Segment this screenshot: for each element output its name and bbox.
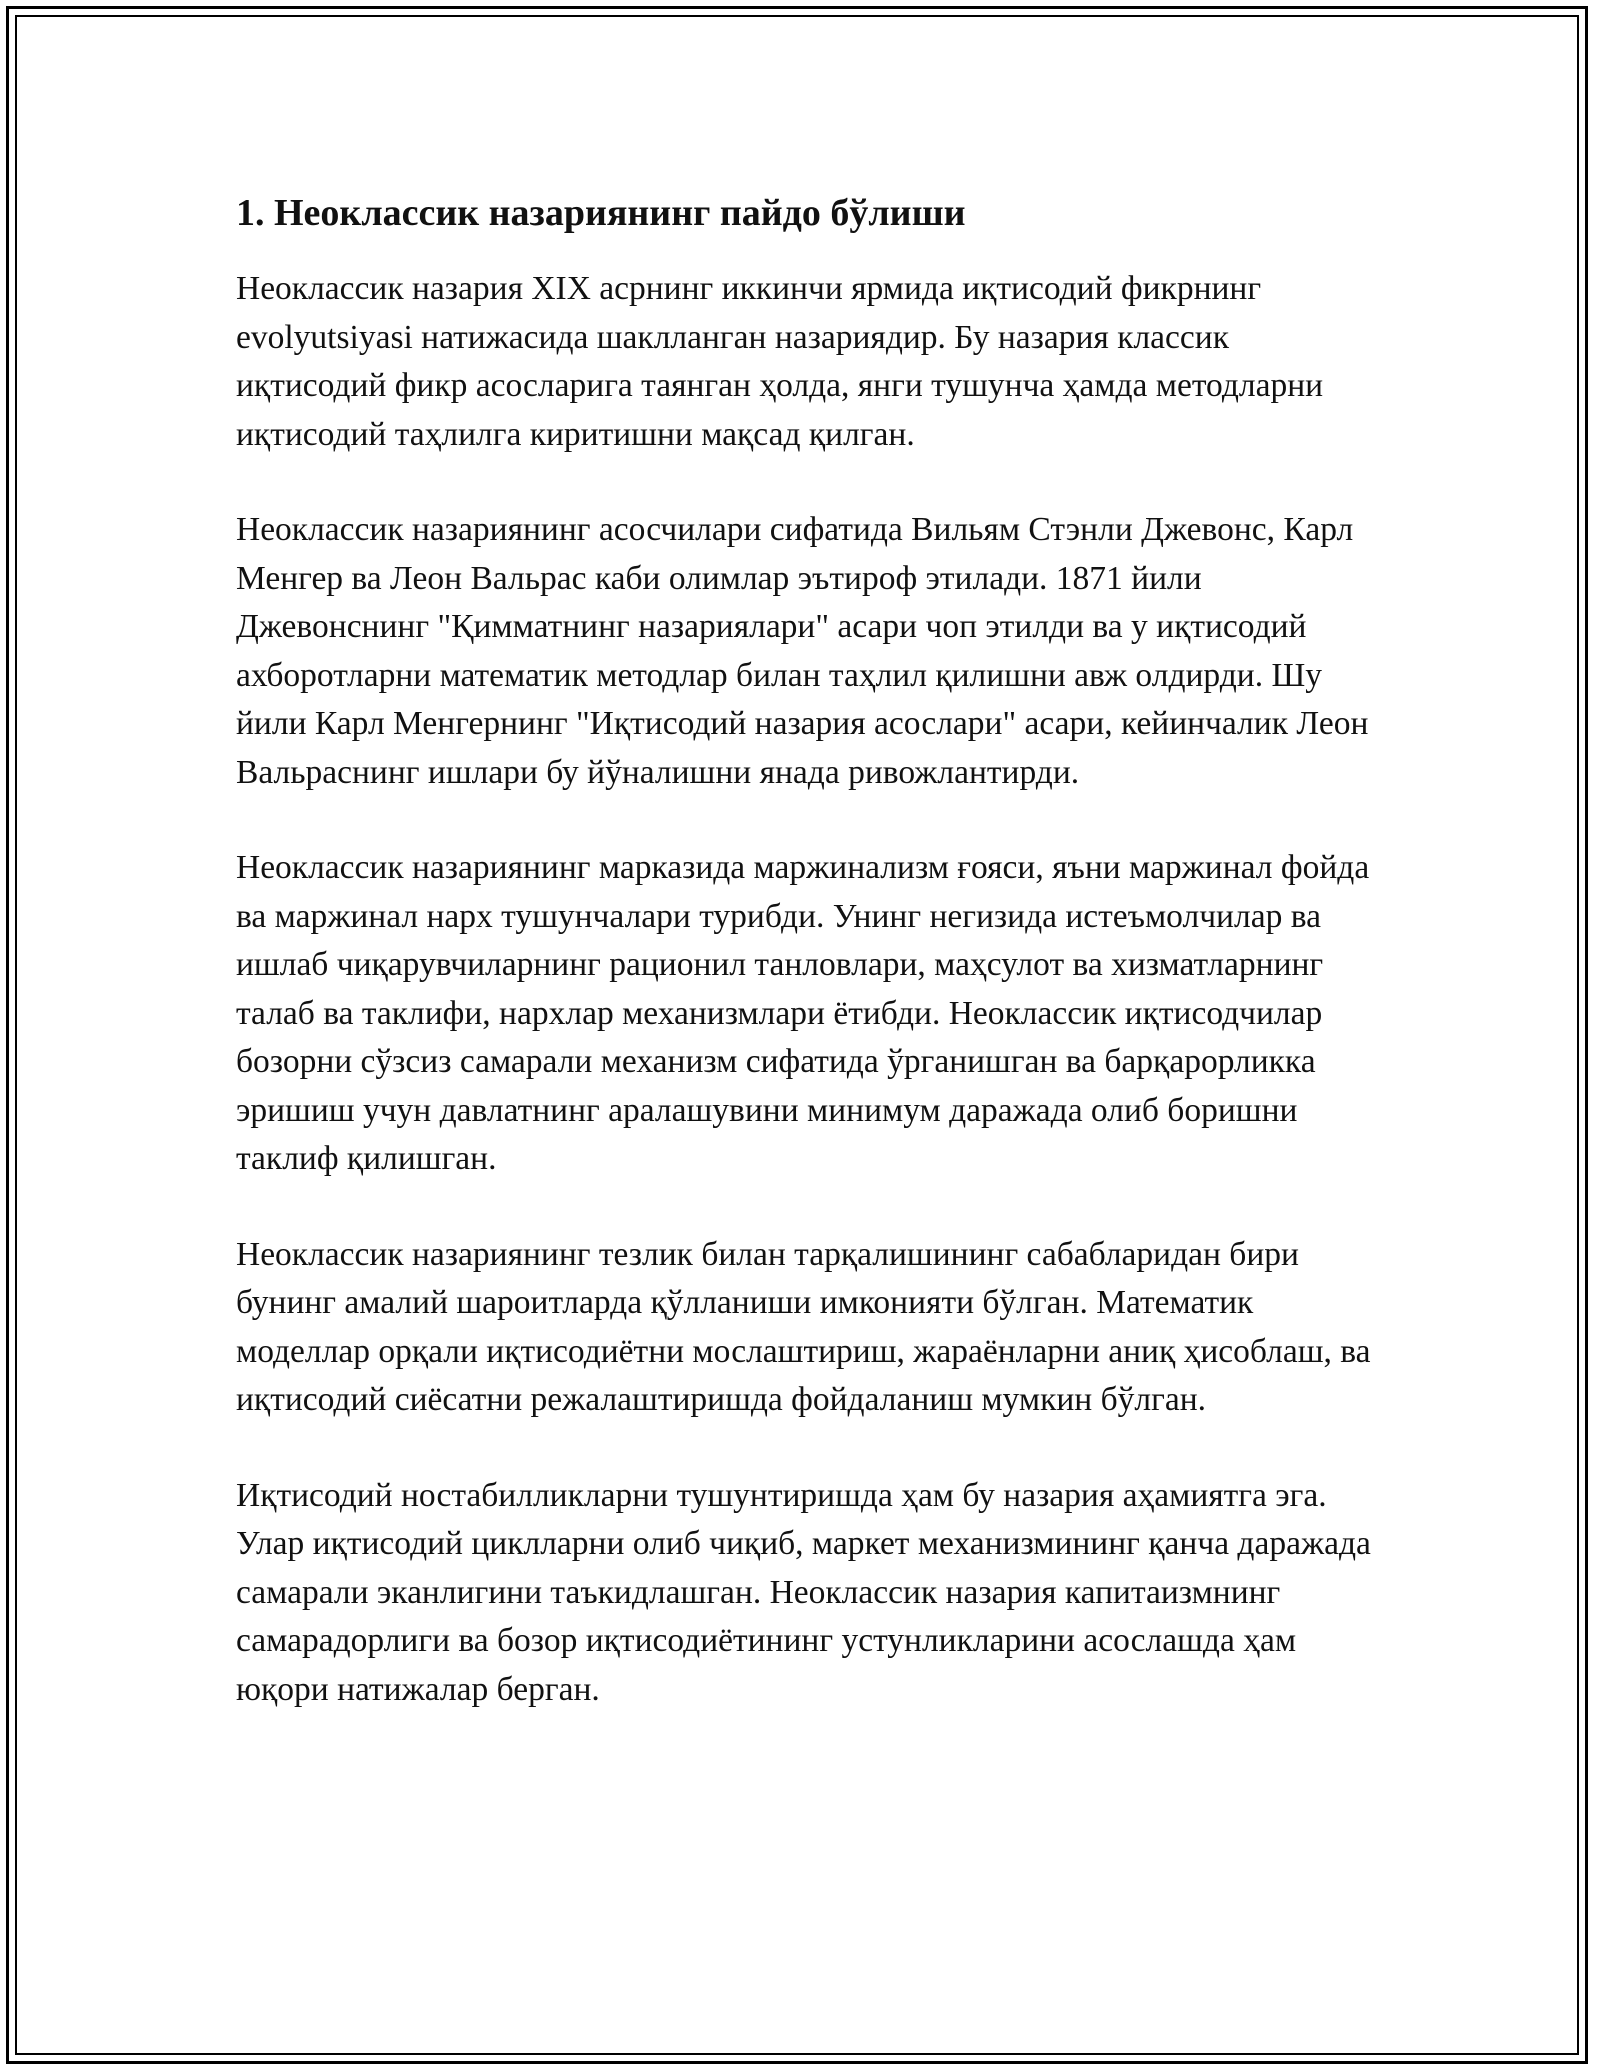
section-heading: 1. Неоклассик назариянинг пайдо бўлиши (236, 192, 966, 234)
paragraph-2: Неоклассик назариянинг асосчилари сифатида Вильям Стэнли Джевонс, Карл Менгер ва Леон Вальрас каби олимлар эътироф этилади. 1871 йили Джевонснинг "Қимматнинг назариялари" асари чоп этилди ва у иқтисодий ахборотларни математик методлар билан таҳлил қилишни авж олдирди. Шу йили Карл Менгернинг "Иқтисодий назария асослари" асари, кейинчалик Леон Вальраснинг ишлари бу йўналишни янада ривожлантирди. (236, 511, 1369, 791)
paragraph-1: Неоклассик назария XIX асрнинг иккинчи ярмида иқтисодий фикрнинг evolyutsiyasi натижасида шаклланган назариядир. Бу назария классик иқтисодий фикр асосларига таянган ҳолда, янги тушунча ҳамда методларни иқтисодий таҳлилга киритишни мақсад қилган. (236, 270, 1324, 453)
paragraph-3: Неоклассик назариянинг марказида маржинализм ғояси, яъни маржинал фойда ва маржинал нарх тушунчалари турибди. Унинг негизида истеъмолчилар ва ишлаб чиқарувчиларнинг рационил танловлари, маҳсулот ва хизматларнинг талаб ва таклифи, нархлар механизмлари ётибди. Неоклассик иқтисодчилар бозорни сўзсиз самарали механизм сифатида ўрганишган ва барқарорликка эришиш учун давлатнинг аралашувини минимум даражада олиб боришни таклиф қилишган. (236, 849, 1370, 1177)
paragraph-4: Неоклассик назариянинг тезлик билан тарқалишининг сабабларидан бири бунинг амалий шароитларда қўлланиши имконияти бўлган. Математик моделлар орқали иқтисодиётни мослаштириш, жараёнларни аниқ ҳисоблаш, ва иқтисодий сиёсатни режалаштиришда фойдаланиш мумкин бўлган. (236, 1235, 1371, 1418)
paragraph-5: Иқтисодий ностабилликларни тушунтиришда ҳам бу назария аҳамиятга эга. Улар иқтисодий циклларни олиб чиқиб, маркет механизмининг қанча даражада самарали эканлигини таъкидлашган. Неоклассик назария капитаизмнинг самарадорлиги ва бозор иқтисодиётининг устунликларини асослашда ҳам юқори натижалар берган. (236, 1476, 1371, 1708)
document-body (236, 185, 1386, 1761)
